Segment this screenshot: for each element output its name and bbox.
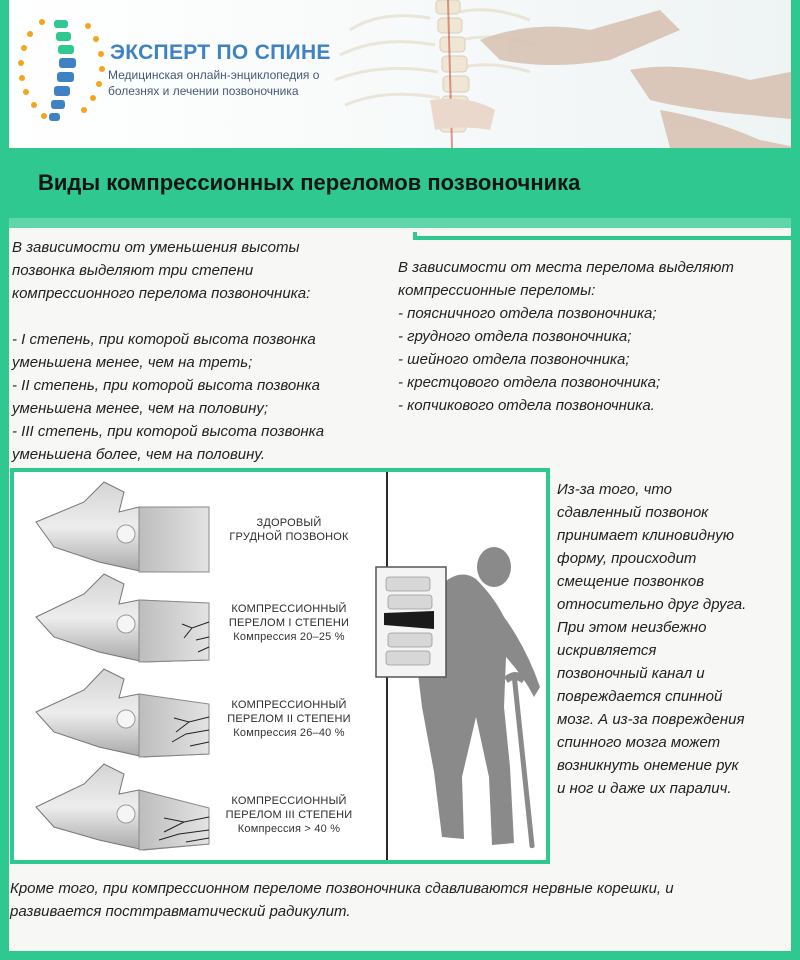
text-line: - II степень, при которой высота позвонка [12,377,320,394]
tagline-line: Медицинская онлайн-энциклопедия о [108,68,320,82]
degree-classification-text [12,236,392,466]
text-line: компрессионного перелома позвоночника: [12,285,311,302]
label-line: КОМПРЕССИОННЫЙ [231,603,347,615]
page-title: Виды компрессионных переломов позвоночника [38,170,581,195]
text-line: - шейного отдела позвоночника; [398,351,630,368]
text-line: сдавленный позвонок [557,504,709,521]
label-line: ПЕРЕЛОМ II СТЕПЕНИ [227,713,351,725]
text-line: повреждается спинной [557,688,723,705]
text-line: - III степень, при которой высота позвонка [12,423,325,440]
site-header [0,0,800,148]
label-healthy [214,516,364,544]
text-line: искривляется [557,642,657,659]
compression-value: Компрессия 20–25 % [233,631,345,643]
text-line: смещение позвонков [557,573,705,590]
text-line: компрессионные переломы: [398,282,596,299]
text-line: - крестцового отдела позвоночника; [398,374,661,391]
text-line: При этом неизбежно [557,619,707,636]
stooped-elderly-person-icon [364,507,550,857]
degree-3-vertebra-icon [36,764,209,850]
text-line: уменьшена менее, чем на половину; [12,400,269,417]
label-line: ПЕРЕЛОМ I СТЕПЕНИ [228,617,350,629]
healthy-vertebra-icon [36,482,209,572]
label-degree-3 [214,794,364,836]
text-line: возникнуть онемение рук [557,757,739,774]
radiculitis-text [10,877,790,923]
text-line: позвонка выделяют три степени [12,262,254,279]
text-line: принимает клиновидную [557,527,734,544]
spine-logo-icon [16,12,108,130]
text-line: - поясничного отдела позвоночника; [398,305,657,322]
degree-1-vertebra-icon [36,574,209,662]
brand-tagline [108,67,358,99]
label-degree-2 [214,698,364,740]
location-classification-text [398,256,793,417]
text-line: и ног и даже их паралич. [557,780,732,797]
accent-divider [415,236,800,240]
degree-2-vertebra-icon [36,669,209,757]
compression-value: Компрессия > 40 % [237,823,341,835]
label-line: ПЕРЕЛОМ III СТЕПЕНИ [225,809,353,821]
text-line: - I степень, при которой высота позвонка [12,331,316,348]
text-line: позвоночный канал и [557,665,705,682]
text-line: уменьшена менее, чем на треть; [12,354,253,371]
text-line: спинного мозга может [557,734,721,751]
text-line: В зависимости от уменьшения высоты [12,239,300,256]
text-line: форму, происходит [557,550,697,567]
text-line: - грудного отдела позвоночника; [398,328,632,345]
compression-value: Компрессия 26–40 % [233,727,345,739]
text-line: В зависимости от места перелома выделяют [398,259,734,276]
consequences-text [557,478,794,800]
vertebra-fracture-figure [10,468,550,864]
label-line: ГРУДНОЙ ПОЗВОНОК [229,531,349,543]
brand-name: ЭКСПЕРТ ПО СПИНЕ [110,41,331,64]
label-line: ЗДОРОВЫЙ [256,517,322,529]
text-line: относительно друг друга. [557,596,747,613]
text-line: Из-за того, что [557,481,673,498]
text-line: развивается посттравматический радикулит. [10,903,351,920]
blank-line [12,305,392,328]
label-degree-1 [214,602,364,644]
tagline-line: болезнях и лечении позвоночника [108,84,299,98]
label-line: КОМПРЕССИОННЫЙ [231,795,347,807]
spine-model-illustration [330,0,800,148]
text-line: уменьшена более, чем на половину. [12,446,266,463]
text-line: - копчикового отдела позвоночника. [398,397,655,414]
label-line: КОМПРЕССИОННЫЙ [231,699,347,711]
text-line: Кроме того, при компрессионном переломе позвоночника сдавливаются нервные корешки, и [10,880,674,897]
text-line: мозг. А из-за повреждения [557,711,745,728]
